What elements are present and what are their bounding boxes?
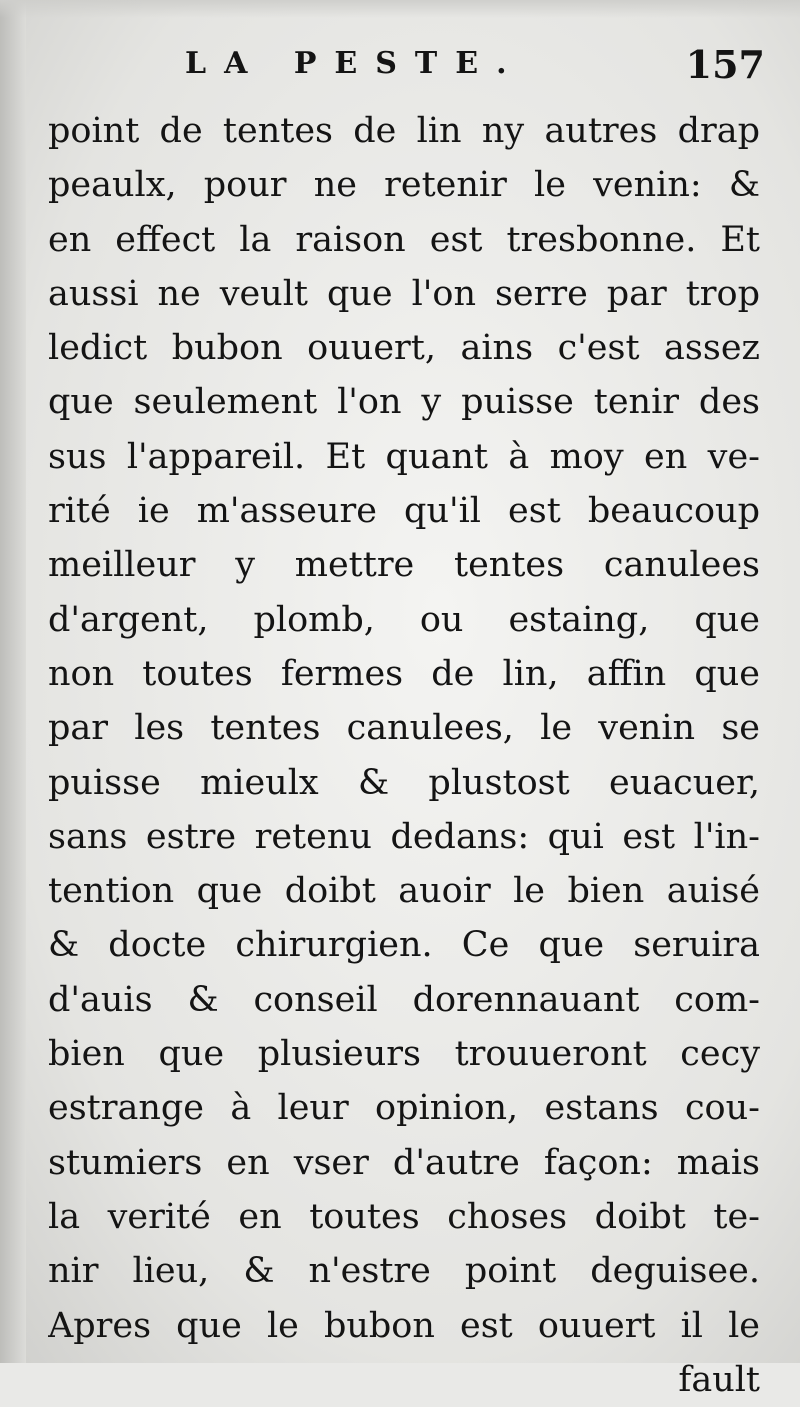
catchword: fault [678, 1359, 760, 1400]
page-number: 157 [685, 42, 765, 87]
page-gutter-shadow [0, 0, 26, 1363]
text-line: nir lieu, & n'estre point deguisee. [48, 1251, 760, 1292]
text-line: sus l'appareil. Et quant à moy en ve- [48, 436, 760, 477]
text-line: point de tentes de lin ny autres drap [48, 111, 760, 151]
text-line: aussi ne veult que l'on serre par trop [48, 273, 760, 314]
text-line: & docte chirurgien. Ce que seruira [48, 925, 760, 966]
text-line: meilleur y mettre tentes canulees [48, 545, 760, 586]
body-text [48, 104, 760, 1407]
text-line: bien que plusieurs trouueront cecy [48, 1034, 760, 1075]
text-line: ledict bubon ouuert, ains c'est assez [48, 328, 760, 369]
text-line: que seulement l'on y puisse tenir des [48, 382, 760, 423]
text-line: sans estre retenu dedans: qui est l'in- [48, 816, 760, 857]
running-head: LA PESTE. [185, 46, 525, 81]
text-line: puisse mieulx & plustost euacuer, [48, 762, 760, 803]
text-line: non toutes fermes de lin, affin que [48, 653, 760, 694]
text-line: Apres que le bubon est ouuert il le [48, 1305, 760, 1346]
text-line: d'auis & conseil dorennauant com- [48, 979, 760, 1020]
text-line: en effect la raison est tresbonne. Et [48, 219, 760, 260]
text-line: tention que doibt auoir le bien auisé [48, 871, 760, 912]
page-header [185, 42, 765, 90]
text-line: par les tentes canulees, le venin se [48, 708, 760, 749]
text-line: la verité en toutes choses doibt te- [48, 1196, 760, 1237]
text-line: d'argent, plomb, ou estaing, que [48, 599, 760, 640]
text-line: rité ie m'asseure qu'il est beaucoup [48, 491, 760, 532]
text-line: estrange à leur opinion, estans cou- [48, 1088, 760, 1129]
text-line: stumiers en vser d'autre façon: mais [48, 1142, 760, 1183]
text-line: peaulx, pour ne retenir le venin: & [48, 165, 760, 206]
page-top-edge [0, 0, 800, 18]
